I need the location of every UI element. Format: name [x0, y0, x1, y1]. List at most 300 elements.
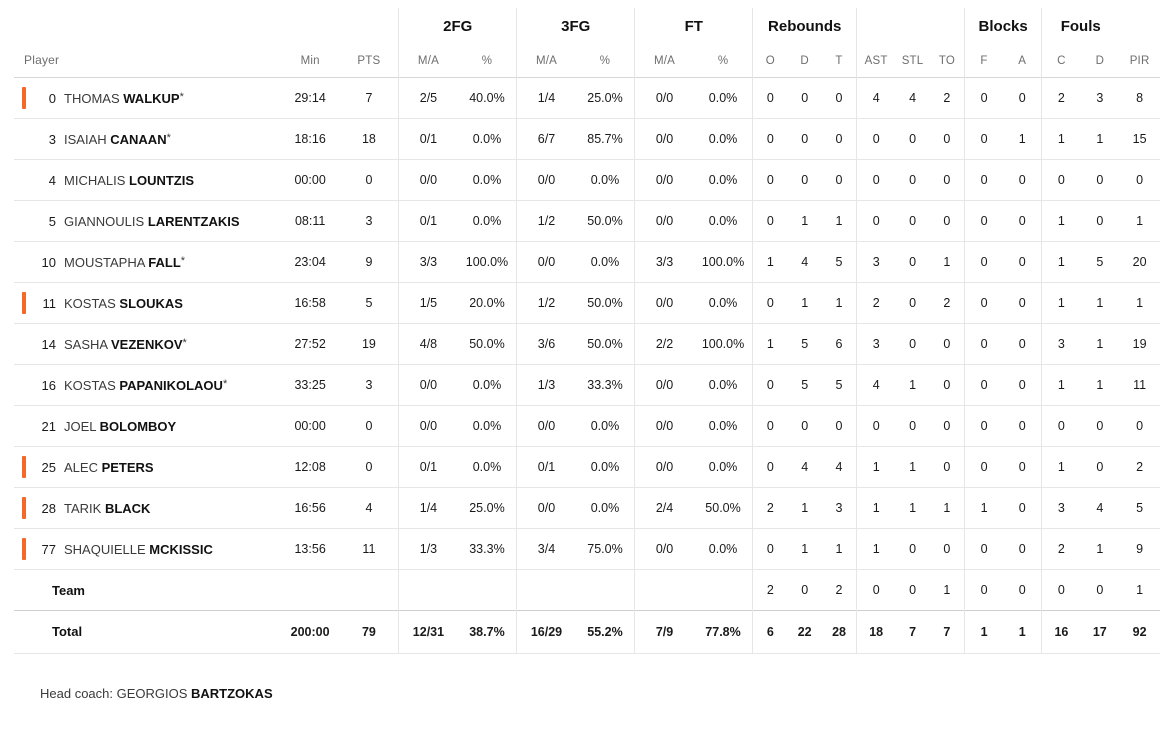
cell-ast: 3	[857, 242, 896, 283]
total-row-cell-2fg-ma: 12/31	[399, 611, 458, 653]
cell-fouls-d: 0	[1080, 406, 1119, 447]
cell-3fg-pct: 85.7%	[576, 119, 635, 160]
player-last-name: CANAAN	[110, 131, 167, 147]
cell-3fg-pct: 0.0%	[576, 242, 635, 283]
col-2fg-pct: %	[481, 55, 493, 67]
cell-ft-ma: 0/0	[635, 365, 694, 406]
cell-stl: 0	[895, 324, 930, 365]
cell-ast: 4	[857, 365, 896, 406]
cell-stl: 0	[895, 201, 930, 242]
cell-fouls-c: 2	[1042, 78, 1081, 119]
cell-ft-pct: 100.0%	[694, 324, 753, 365]
starter-flag-icon	[22, 497, 26, 519]
player-name	[64, 214, 240, 229]
group-header-blocks: Blocks	[964, 8, 1041, 47]
cell-2fg-ma: 0/1	[399, 119, 458, 160]
player-cell[interactable]	[14, 529, 281, 570]
cell-3fg-pct: 75.0%	[576, 529, 635, 570]
table-bottom-rule	[14, 653, 1160, 654]
cell-ft-pct: 0.0%	[694, 283, 753, 324]
player-number: 21	[41, 418, 56, 434]
cell-blocks-a: 0	[1003, 201, 1042, 242]
cell-to: 2	[930, 78, 965, 119]
cell-to: 0	[930, 447, 965, 488]
player-number: 3	[48, 131, 56, 147]
total-row-cell-ft-ma: 7/9	[635, 611, 694, 653]
starter-asterisk-icon: *	[182, 336, 187, 349]
cell-stl: 0	[895, 283, 930, 324]
cell-2fg-pct: 33.3%	[458, 529, 517, 570]
cell-3fg-ma: 1/2	[517, 201, 576, 242]
cell-fouls-d: 0	[1080, 160, 1119, 201]
cell-dreb: 4	[787, 447, 822, 488]
cell-2fg-ma: 0/1	[399, 447, 458, 488]
cell-to: 0	[930, 406, 965, 447]
table-row[interactable]	[14, 78, 1160, 119]
cell-ast: 0	[857, 406, 896, 447]
player-name	[64, 255, 185, 270]
team-row-cell-dreb: 0	[787, 570, 822, 611]
team-row	[14, 570, 1160, 611]
cell-pts: 0	[340, 160, 399, 201]
cell-blocks-a: 0	[1003, 365, 1042, 406]
cell-3fg-pct: 25.0%	[576, 78, 635, 119]
cell-3fg-ma: 0/0	[517, 160, 576, 201]
cell-min: 13:56	[281, 529, 340, 570]
player-first-name: SASHA	[64, 336, 108, 352]
cell-min: 12:08	[281, 447, 340, 488]
cell-blocks-f: 0	[964, 119, 1003, 160]
total-row-cell-3fg-pct: 55.2%	[576, 611, 635, 653]
cell-min: 00:00	[281, 406, 340, 447]
starter-asterisk-icon: *	[179, 90, 184, 103]
table-row[interactable]	[14, 201, 1160, 242]
cell-min: 08:11	[281, 201, 340, 242]
cell-to: 0	[930, 119, 965, 160]
cell-stl: 0	[895, 242, 930, 283]
cell-2fg-pct: 50.0%	[458, 324, 517, 365]
cell-treb: 0	[822, 160, 857, 201]
player-name	[64, 419, 176, 434]
cell-2fg-pct: 0.0%	[458, 365, 517, 406]
player-first-name: ALEC	[64, 459, 98, 475]
cell-fouls-d: 1	[1080, 365, 1119, 406]
cell-2fg-ma: 0/1	[399, 201, 458, 242]
col-oreb: O	[753, 47, 788, 78]
cell-fouls-c: 3	[1042, 488, 1081, 529]
table-body	[14, 78, 1160, 653]
player-last-name: SLOUKAS	[119, 295, 183, 311]
cell-fouls-d: 4	[1080, 488, 1119, 529]
cell-ft-pct: 0.0%	[694, 406, 753, 447]
cell-min: 16:58	[281, 283, 340, 324]
cell-blocks-f: 0	[964, 160, 1003, 201]
player-first-name: MOUSTAPHA	[64, 254, 145, 270]
cell-to: 0	[930, 324, 965, 365]
team-row-cell-3fg-pct	[576, 570, 635, 611]
cell-to: 2	[930, 283, 965, 324]
cell-ft-ma: 0/0	[635, 406, 694, 447]
cell-pts: 7	[340, 78, 399, 119]
col-treb: T	[835, 55, 843, 67]
player-cell[interactable]	[14, 242, 281, 283]
total-row-cell-blocks-a: 1	[1003, 611, 1042, 653]
cell-2fg-pct: 0.0%	[458, 119, 517, 160]
cell-ast: 0	[857, 119, 896, 160]
group-header-playmaking	[857, 8, 965, 47]
cell-to: 1	[930, 488, 965, 529]
cell-pts: 5	[340, 283, 399, 324]
cell-pir: 0	[1119, 406, 1160, 447]
cell-min: 00:00	[281, 160, 340, 201]
cell-ft-ma: 3/3	[635, 242, 694, 283]
cell-pir: 9	[1119, 529, 1160, 570]
player-last-name: FALL	[148, 254, 181, 270]
cell-2fg-ma: 1/3	[399, 529, 458, 570]
team-row-cell-treb: 2	[822, 570, 857, 611]
cell-fouls-c: 0	[1042, 160, 1081, 201]
col-ft-pct: %	[717, 55, 729, 67]
cell-2fg-ma: 0/0	[399, 160, 458, 201]
col-ft-ma: M/A	[635, 47, 694, 78]
cell-ft-ma: 0/0	[635, 78, 694, 119]
total-row-label: Total	[14, 611, 281, 653]
boxscore-sheet	[0, 8, 1174, 752]
cell-ft-ma: 0/0	[635, 119, 694, 160]
cell-to: 0	[930, 160, 965, 201]
cell-2fg-ma: 0/0	[399, 365, 458, 406]
col-fouls-c: C	[1042, 47, 1081, 78]
cell-blocks-f: 0	[964, 406, 1003, 447]
team-row-cell-blocks-a: 0	[1003, 570, 1042, 611]
cell-min: 16:56	[281, 488, 340, 529]
team-row-cell-fouls-d: 0	[1080, 570, 1119, 611]
starter-flag-icon	[22, 538, 26, 560]
cell-3fg-pct: 0.0%	[576, 447, 635, 488]
cell-3fg-ma: 1/4	[517, 78, 576, 119]
cell-ft-pct: 100.0%	[694, 242, 753, 283]
cell-fouls-c: 1	[1042, 201, 1081, 242]
player-name	[64, 173, 194, 188]
cell-ft-ma: 0/0	[635, 283, 694, 324]
cell-treb: 1	[822, 283, 857, 324]
team-row-cell-stl: 0	[895, 570, 930, 611]
col-blocks-f: F	[964, 47, 1003, 78]
starter-asterisk-icon: *	[180, 254, 186, 267]
player-last-name: PETERS	[101, 459, 154, 475]
cell-3fg-pct: 33.3%	[576, 365, 635, 406]
table-row[interactable]	[14, 119, 1160, 160]
player-cell[interactable]	[14, 119, 281, 160]
cell-fouls-c: 1	[1042, 242, 1081, 283]
table-row[interactable]	[14, 529, 1160, 570]
team-row-cell-2fg-ma	[399, 570, 458, 611]
table-row[interactable]	[14, 406, 1160, 447]
player-last-name: VEZENKOV	[110, 336, 183, 352]
boxscore-table	[14, 8, 1160, 653]
cell-pts: 11	[340, 529, 399, 570]
col-pts: PTS	[357, 55, 381, 67]
cell-treb: 0	[822, 406, 857, 447]
player-cell[interactable]	[14, 324, 281, 365]
player-cell[interactable]	[14, 447, 281, 488]
cell-fouls-d: 0	[1080, 201, 1119, 242]
col-min: Min	[300, 55, 320, 67]
cell-blocks-f: 0	[964, 324, 1003, 365]
player-first-name: TARIK	[64, 500, 102, 516]
total-row-cell-fouls-d: 17	[1080, 611, 1119, 653]
starter-flag-icon	[22, 292, 26, 314]
cell-ast: 1	[857, 447, 896, 488]
player-cell[interactable]	[14, 78, 281, 119]
cell-pts: 3	[340, 365, 399, 406]
cell-pir: 20	[1119, 242, 1160, 283]
cell-3fg-ma: 6/7	[517, 119, 576, 160]
player-name	[64, 337, 187, 352]
player-number: 16	[41, 377, 56, 393]
player-name	[64, 501, 150, 516]
cell-ast: 1	[857, 488, 896, 529]
cell-pts: 4	[340, 488, 399, 529]
cell-min: 27:52	[281, 324, 340, 365]
total-row-cell-pts: 79	[340, 611, 399, 653]
player-cell[interactable]	[14, 365, 281, 406]
cell-2fg-ma: 0/0	[399, 406, 458, 447]
cell-fouls-c: 1	[1042, 447, 1081, 488]
cell-2fg-pct: 0.0%	[458, 406, 517, 447]
cell-to: 0	[930, 365, 965, 406]
player-name	[64, 542, 213, 557]
player-number: 14	[41, 336, 56, 352]
cell-fouls-c: 1	[1042, 283, 1081, 324]
cell-blocks-a: 0	[1003, 78, 1042, 119]
cell-ast: 2	[857, 283, 896, 324]
cell-2fg-pct: 20.0%	[458, 283, 517, 324]
group-header-2fg: 2FG	[399, 8, 517, 47]
total-row-cell-2fg-pct: 38.7%	[458, 611, 517, 653]
total-row-cell-ast: 18	[857, 611, 896, 653]
team-row-cell-pir: 1	[1119, 570, 1160, 611]
cell-pir: 8	[1119, 78, 1160, 119]
cell-ft-ma: 0/0	[635, 529, 694, 570]
starter-flag-icon	[22, 87, 26, 109]
cell-pts: 18	[340, 119, 399, 160]
player-first-name: MICHALIS	[64, 172, 126, 188]
cell-stl: 0	[895, 529, 930, 570]
table-row[interactable]	[14, 324, 1160, 365]
cell-pir: 1	[1119, 283, 1160, 324]
table-header	[14, 8, 1160, 78]
total-row-cell-pir: 92	[1119, 611, 1160, 653]
total-row-cell-stl: 7	[895, 611, 930, 653]
cell-ft-ma: 2/2	[635, 324, 694, 365]
cell-pts: 0	[340, 447, 399, 488]
cell-ft-ma: 2/4	[635, 488, 694, 529]
table-row[interactable]	[14, 283, 1160, 324]
player-cell[interactable]	[14, 283, 281, 324]
team-row-cell-pts	[340, 570, 399, 611]
cell-dreb: 4	[787, 242, 822, 283]
cell-treb: 0	[822, 119, 857, 160]
cell-oreb: 0	[753, 119, 788, 160]
col-3fg-ma: M/A	[517, 47, 576, 78]
cell-3fg-pct: 50.0%	[576, 201, 635, 242]
player-number: 0	[48, 90, 56, 106]
cell-2fg-pct: 0.0%	[458, 160, 517, 201]
player-name	[64, 91, 184, 106]
cell-3fg-ma: 3/6	[517, 324, 576, 365]
team-row-cell-blocks-f: 0	[964, 570, 1003, 611]
total-row-cell-oreb: 6	[753, 611, 788, 653]
cell-2fg-pct: 0.0%	[458, 447, 517, 488]
group-header-rebounds: Rebounds	[753, 8, 857, 47]
cell-blocks-f: 0	[964, 365, 1003, 406]
player-cell[interactable]	[14, 406, 281, 447]
cell-2fg-ma: 4/8	[399, 324, 458, 365]
cell-2fg-pct: 40.0%	[458, 78, 517, 119]
cell-blocks-f: 0	[964, 78, 1003, 119]
starter-asterisk-icon: *	[222, 377, 228, 390]
cell-ft-ma: 0/0	[635, 201, 694, 242]
cell-stl: 1	[895, 365, 930, 406]
cell-fouls-c: 0	[1042, 406, 1081, 447]
col-stl: STL	[901, 55, 924, 67]
col-player: Player	[24, 53, 60, 67]
cell-3fg-pct: 50.0%	[576, 324, 635, 365]
cell-stl: 1	[895, 447, 930, 488]
total-row-cell-min: 200:00	[281, 611, 340, 653]
team-row-cell-ft-pct	[694, 570, 753, 611]
col-blocks-a: A	[1018, 55, 1027, 67]
cell-pts: 19	[340, 324, 399, 365]
cell-ft-pct: 0.0%	[694, 447, 753, 488]
col-ast: AST	[857, 47, 896, 78]
player-first-name: ISAIAH	[64, 131, 107, 147]
cell-3fg-ma: 1/2	[517, 283, 576, 324]
cell-dreb: 0	[787, 78, 822, 119]
table-row[interactable]	[14, 447, 1160, 488]
cell-3fg-ma: 0/0	[517, 488, 576, 529]
player-last-name: LARENTZAKIS	[147, 213, 240, 229]
cell-dreb: 1	[787, 283, 822, 324]
col-to: TO	[938, 55, 955, 67]
cell-blocks-a: 0	[1003, 406, 1042, 447]
cell-treb: 3	[822, 488, 857, 529]
cell-min: 33:25	[281, 365, 340, 406]
player-name	[64, 296, 183, 311]
table-row[interactable]	[14, 160, 1160, 201]
cell-fouls-c: 1	[1042, 365, 1081, 406]
player-cell[interactable]	[14, 201, 281, 242]
total-row-cell-fouls-c: 16	[1042, 611, 1081, 653]
cell-ft-pct: 0.0%	[694, 119, 753, 160]
cell-3fg-pct: 50.0%	[576, 283, 635, 324]
player-last-name: BLACK	[104, 500, 151, 516]
cell-blocks-a: 0	[1003, 488, 1042, 529]
group-header-3fg: 3FG	[517, 8, 635, 47]
col-2fg-ma: M/A	[399, 47, 458, 78]
team-row-cell-oreb: 2	[753, 570, 788, 611]
player-number: 5	[48, 213, 56, 229]
cell-3fg-pct: 0.0%	[576, 406, 635, 447]
col-fouls-d: D	[1095, 55, 1105, 67]
head-coach-label: Head coach:	[40, 685, 117, 701]
cell-oreb: 2	[753, 488, 788, 529]
cell-treb: 1	[822, 201, 857, 242]
cell-2fg-ma: 1/4	[399, 488, 458, 529]
player-cell[interactable]	[14, 488, 281, 529]
player-name	[64, 132, 171, 147]
cell-treb: 5	[822, 365, 857, 406]
cell-stl: 0	[895, 160, 930, 201]
cell-ft-ma: 0/0	[635, 160, 694, 201]
cell-3fg-ma: 1/3	[517, 365, 576, 406]
group-header-ft: FT	[635, 8, 753, 47]
starter-flag-icon	[22, 456, 26, 478]
col-3fg-pct: %	[599, 55, 611, 67]
cell-pts: 0	[340, 406, 399, 447]
cell-blocks-a: 0	[1003, 242, 1042, 283]
total-row-cell-dreb: 22	[787, 611, 822, 653]
team-row-cell-min	[281, 570, 340, 611]
cell-dreb: 5	[787, 365, 822, 406]
cell-blocks-a: 1	[1003, 119, 1042, 160]
cell-pir: 5	[1119, 488, 1160, 529]
cell-fouls-d: 1	[1080, 119, 1119, 160]
cell-treb: 6	[822, 324, 857, 365]
cell-to: 0	[930, 201, 965, 242]
cell-blocks-f: 0	[964, 283, 1003, 324]
total-row-cell-blocks-f: 1	[964, 611, 1003, 653]
cell-fouls-c: 1	[1042, 119, 1081, 160]
cell-to: 0	[930, 529, 965, 570]
player-last-name: BOLOMBOY	[99, 418, 177, 434]
team-row-cell-3fg-ma	[517, 570, 576, 611]
player-cell[interactable]	[14, 160, 281, 201]
cell-dreb: 0	[787, 406, 822, 447]
cell-blocks-a: 0	[1003, 283, 1042, 324]
group-header-row	[14, 8, 1160, 47]
cell-blocks-a: 0	[1003, 447, 1042, 488]
cell-3fg-ma: 0/0	[517, 406, 576, 447]
table-row[interactable]	[14, 242, 1160, 283]
cell-fouls-d: 0	[1080, 447, 1119, 488]
cell-fouls-d: 1	[1080, 529, 1119, 570]
cell-3fg-ma: 0/0	[517, 242, 576, 283]
cell-oreb: 1	[753, 242, 788, 283]
table-row[interactable]	[14, 488, 1160, 529]
player-number: 10	[41, 254, 56, 270]
player-number: 28	[41, 500, 56, 516]
cell-oreb: 1	[753, 324, 788, 365]
col-pir: PIR	[1129, 55, 1150, 67]
cell-blocks-a: 0	[1003, 529, 1042, 570]
player-last-name: MCKISSIC	[149, 541, 213, 557]
col-dreb: D	[800, 55, 809, 67]
cell-blocks-a: 0	[1003, 324, 1042, 365]
cell-stl: 1	[895, 488, 930, 529]
group-header-fouls: Fouls	[1042, 8, 1119, 47]
player-first-name: GIANNOULIS	[64, 213, 145, 229]
cell-oreb: 0	[753, 365, 788, 406]
cell-ft-pct: 0.0%	[694, 365, 753, 406]
cell-fouls-d: 5	[1080, 242, 1119, 283]
table-row[interactable]	[14, 365, 1160, 406]
cell-pir: 19	[1119, 324, 1160, 365]
cell-pir: 15	[1119, 119, 1160, 160]
cell-dreb: 1	[787, 529, 822, 570]
cell-stl: 0	[895, 119, 930, 160]
